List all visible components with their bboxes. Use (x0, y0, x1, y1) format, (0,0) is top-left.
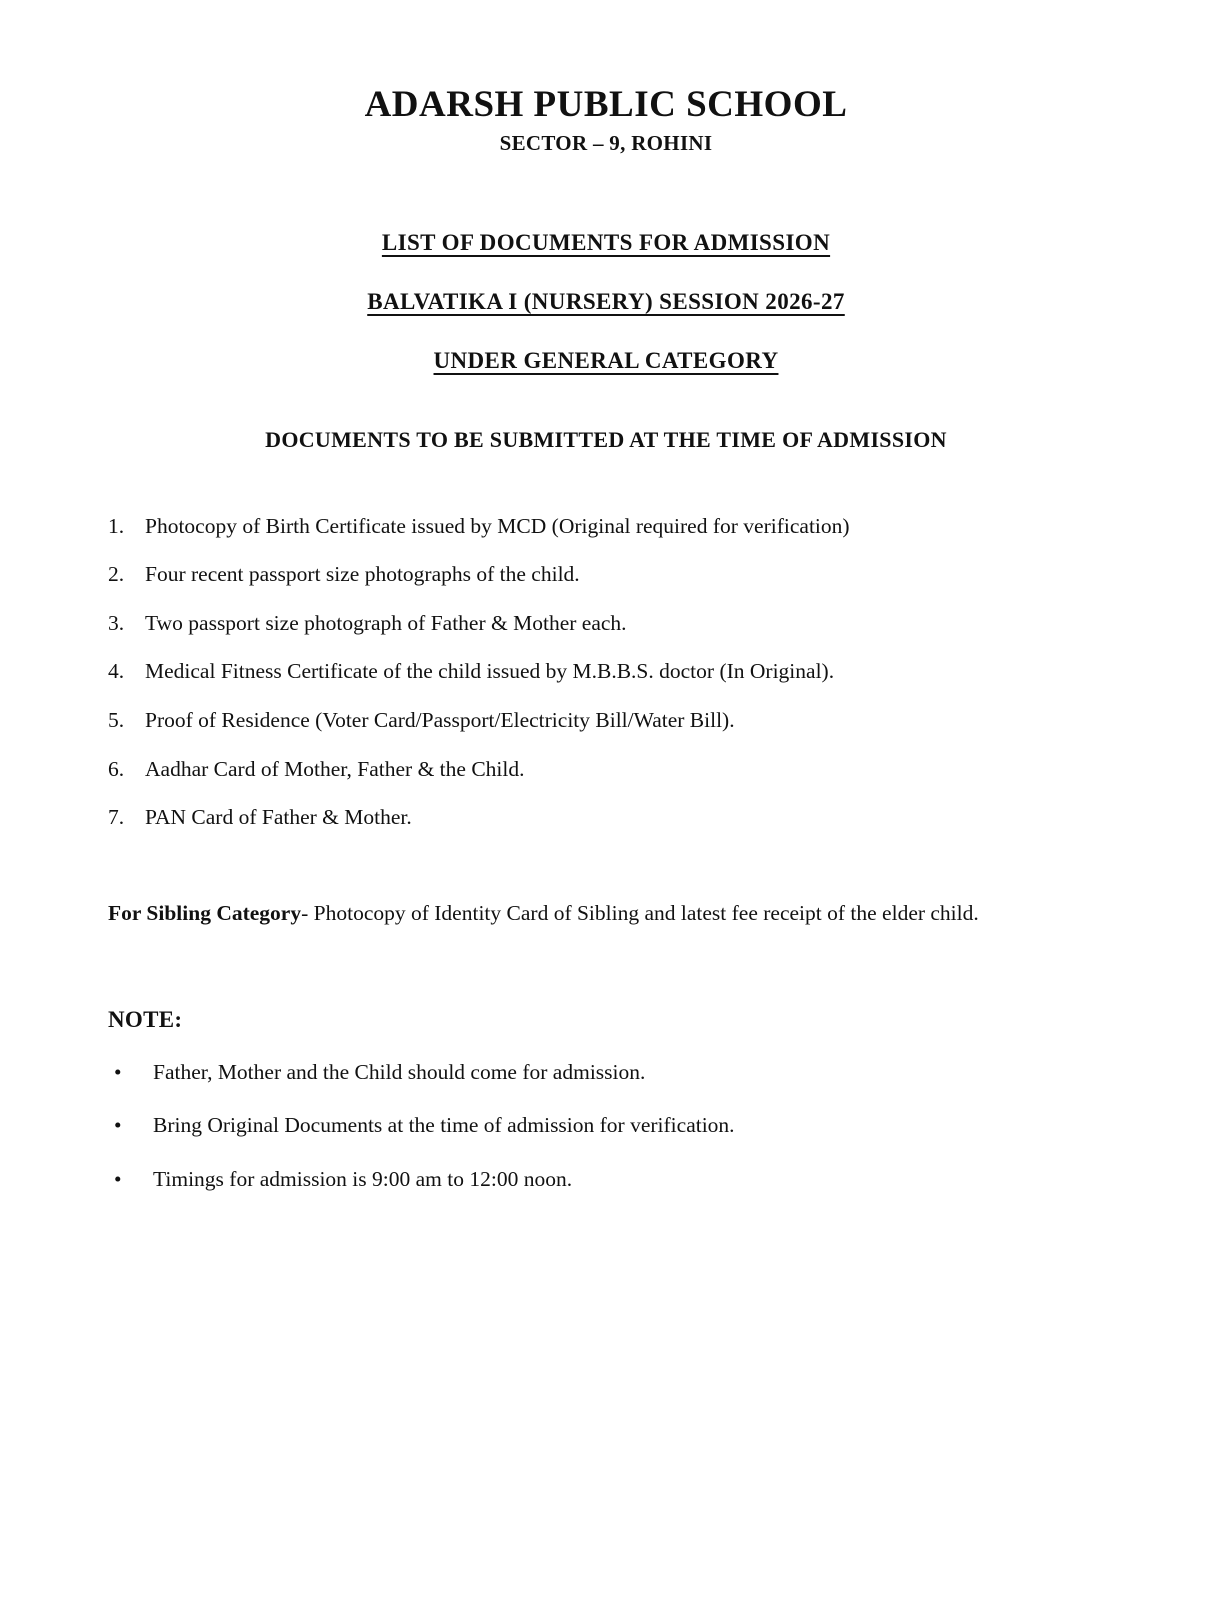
note-bullet-item (108, 1061, 1104, 1085)
list-item (108, 806, 1104, 830)
sibling-category-paragraph (108, 888, 1103, 939)
note-list (108, 1061, 1104, 1192)
list-item (108, 515, 1104, 539)
title-line-2: BALVATIKA I (NURSERY) SESSION 2026-27 (367, 288, 845, 314)
list-item-number: 4. (108, 659, 125, 684)
list-item-text: Photocopy of Birth Certificate issued by MCD (Original required for verification) (145, 513, 850, 538)
list-item-text: Two passport size photograph of Father & Mother each. (145, 610, 627, 635)
list-item-text: PAN Card of Father & Mother. (145, 805, 412, 830)
note-bullet-text: • Timings for admission is 9:00 am to 12:00 noon. (153, 1166, 573, 1191)
list-item-number: 2. (108, 562, 125, 587)
title-line-3: UNDER GENERAL CATEGORY (433, 347, 779, 373)
list-item-number: 1. (108, 513, 125, 538)
list-item-number: 7. (108, 805, 125, 830)
note-heading: NOTE: (108, 1006, 183, 1032)
note-bullet-item (108, 1114, 1104, 1138)
list-item-number: 5. (108, 708, 125, 733)
school-name: ADARSH PUBLIC SCHOOL (364, 84, 848, 125)
list-item-text: Medical Fitness Certificate of the child issued by M.B.B.S. doctor (In Original). (145, 659, 835, 684)
sibling-category-label: For Sibling Category (108, 901, 302, 926)
sibling-category-text: - Photocopy of Identity Card of Sibling and latest fee receipt of the elder child. (301, 901, 979, 926)
documents-list (108, 515, 1104, 830)
note-bullet-text: • Father, Mother and the Child should come for admission. (153, 1059, 646, 1084)
list-item (108, 612, 1104, 636)
list-item-number: 3. (108, 610, 125, 635)
list-item (108, 709, 1104, 733)
list-item (108, 563, 1104, 587)
list-item (108, 758, 1104, 782)
list-item (108, 660, 1104, 684)
title-line-1: LIST OF DOCUMENTS FOR ADMISSION (381, 229, 831, 255)
section-heading: DOCUMENTS TO BE SUBMITTED AT THE TIME OF ADMISSION (265, 426, 947, 452)
note-bullet-item (108, 1168, 1104, 1192)
list-item-number: 6. (108, 756, 125, 781)
note-bullet-text: • Bring Original Documents at the time of admission for verification. (153, 1113, 735, 1138)
list-item-text: Four recent passport size photographs of the child. (145, 562, 580, 587)
list-item-text: Aadhar Card of Mother, Father & the Child. (145, 756, 525, 781)
title-block (108, 230, 1104, 374)
list-item-text: Proof of Residence (Voter Card/Passport/Electricity Bill/Water Bill). (145, 708, 735, 733)
school-address: SECTOR – 9, ROHINI (499, 130, 713, 155)
